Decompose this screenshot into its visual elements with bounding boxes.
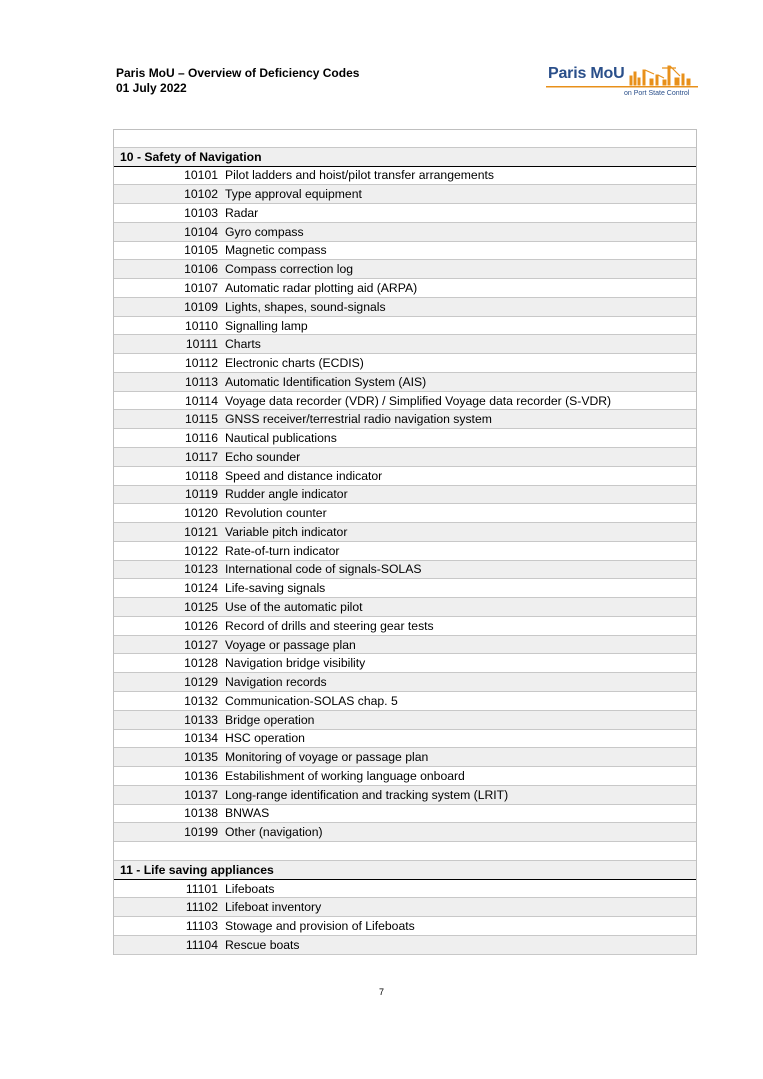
deficiency-code: 10113 <box>185 374 218 389</box>
deficiency-code: 10104 <box>184 224 218 239</box>
table-row <box>114 805 696 824</box>
deficiency-description: Echo sounder <box>225 449 301 464</box>
deficiency-description: Automatic Identification System (AIS) <box>225 374 427 389</box>
table-row <box>114 542 696 561</box>
deficiency-code: 10114 <box>185 393 218 408</box>
deficiency-description: Navigation bridge visibility <box>225 656 366 671</box>
deficiency-description: Rescue boats <box>225 937 300 952</box>
table-row <box>114 636 696 655</box>
table-row <box>114 748 696 767</box>
deficiency-code: 10123 <box>184 562 218 577</box>
deficiency-description: Other (navigation) <box>225 825 323 840</box>
deficiency-description: Voyage or passage plan <box>225 637 356 652</box>
deficiency-description: Communication-SOLAS chap. 5 <box>225 693 398 708</box>
deficiency-code: 10199 <box>184 825 218 840</box>
deficiency-description: Charts <box>225 337 261 352</box>
table-row <box>114 880 696 899</box>
section-header <box>114 861 696 880</box>
deficiency-description: Estabilishment of working language onboard <box>225 768 465 783</box>
table-row <box>114 298 696 317</box>
table-row <box>114 673 696 692</box>
deficiency-code: 11102 <box>185 900 218 915</box>
table-row <box>114 335 696 354</box>
deficiency-description: Nautical publications <box>225 431 337 446</box>
deficiency-description: Radar <box>225 205 259 220</box>
table-row <box>114 823 696 842</box>
deficiency-code: 10110 <box>185 318 218 333</box>
deficiency-description: GNSS receiver/terrestrial radio navigation system <box>225 412 492 427</box>
table-row <box>114 523 696 542</box>
deficiency-description: Monitoring of voyage or passage plan <box>225 750 429 765</box>
table-row <box>114 504 696 523</box>
deficiency-code: 10127 <box>184 637 218 652</box>
deficiency-code: 10109 <box>184 299 218 314</box>
deficiency-description: Lifeboats <box>225 881 275 896</box>
paris-mou-logo <box>546 60 698 102</box>
table-row <box>114 730 696 749</box>
table-row <box>114 617 696 636</box>
deficiency-description: Electronic charts (ECDIS) <box>225 356 364 371</box>
table-row <box>114 223 696 242</box>
deficiency-description: Automatic radar plotting aid (ARPA) <box>225 281 418 295</box>
deficiency-code: 11104 <box>185 937 218 952</box>
table-row <box>114 392 696 411</box>
table-row <box>114 260 696 279</box>
deficiency-code: 10133 <box>184 712 218 727</box>
deficiency-code: 10106 <box>184 262 218 277</box>
deficiency-code: 10118 <box>185 468 218 483</box>
deficiency-code: 10112 <box>185 356 218 371</box>
deficiency-code: 11101 <box>185 881 218 896</box>
table-row <box>114 786 696 805</box>
deficiency-code: 10138 <box>184 806 218 821</box>
deficiency-code: 10101 <box>184 168 218 183</box>
table-row <box>114 448 696 467</box>
deficiency-code: 10122 <box>184 543 218 558</box>
deficiency-code: 10134 <box>184 731 218 746</box>
deficiency-description: Speed and distance indicator <box>225 468 383 483</box>
deficiency-description: Variable pitch indicator <box>225 524 348 539</box>
deficiency-description: Voyage data recorder (VDR) / Simplified Voyage data recorder (S-VDR) <box>225 393 612 408</box>
deficiency-description: BNWAS <box>225 806 270 821</box>
deficiency-code: 10117 <box>185 449 218 464</box>
deficiency-code: 10129 <box>184 675 218 690</box>
deficiency-description: Magnetic compass <box>225 243 327 258</box>
deficiency-description: Gyro compass <box>225 224 304 239</box>
deficiency-code: 10105 <box>184 243 218 258</box>
table-row <box>114 204 696 223</box>
deficiency-description: Long-range identification and tracking system (LRIT) <box>225 787 509 802</box>
deficiency-description: International code of signals-SOLAS <box>225 562 422 577</box>
document-date: 01 July 2022 <box>116 81 187 95</box>
table-row <box>114 654 696 673</box>
deficiency-code: 10102 <box>184 187 218 202</box>
deficiency-description: Stowage and provision of Lifeboats <box>225 919 415 934</box>
deficiency-description: Rudder angle indicator <box>225 487 348 502</box>
deficiency-description: HSC operation <box>225 731 305 746</box>
table-row <box>114 711 696 730</box>
table-spacer-row <box>114 129 696 148</box>
deficiency-code: 10132 <box>184 693 218 708</box>
deficiency-code: 10136 <box>184 768 218 783</box>
document-title: Paris MoU – Overview of Deficiency Codes <box>116 66 360 80</box>
deficiency-code: 10120 <box>184 506 218 521</box>
deficiency-code: 10107 <box>184 281 218 295</box>
deficiency-code: 10124 <box>184 581 218 596</box>
deficiency-code: 10116 <box>185 431 218 446</box>
deficiency-codes-table <box>113 129 697 955</box>
deficiency-description: Rate-of-turn indicator <box>225 543 340 558</box>
deficiency-code: 10126 <box>184 618 218 633</box>
table-row <box>114 486 696 505</box>
table-row <box>114 373 696 392</box>
table-row <box>114 561 696 580</box>
deficiency-code: 10111 <box>185 337 218 352</box>
table-row <box>114 185 696 204</box>
deficiency-description: Lifeboat inventory <box>225 900 322 915</box>
deficiency-code: 10121 <box>184 524 218 539</box>
table-row <box>114 410 696 429</box>
deficiency-description: Life-saving signals <box>225 581 326 596</box>
deficiency-description: Record of drills and steering gear tests <box>225 618 434 633</box>
table-row <box>114 598 696 617</box>
deficiency-code: 11103 <box>185 919 218 934</box>
deficiency-description: Pilot ladders and hoist/pilot transfer arrangements <box>225 168 494 183</box>
page-number: 7 <box>378 987 384 997</box>
table-spacer-row <box>114 842 696 861</box>
deficiency-description: Compass correction log <box>225 262 354 277</box>
table-row <box>114 917 696 936</box>
table-row <box>114 936 696 955</box>
section-title: 10 - Safety of Navigation <box>120 149 262 164</box>
logo-text: Paris MoU <box>548 65 625 82</box>
deficiency-code: 10125 <box>184 600 218 615</box>
deficiency-description: Navigation records <box>225 675 327 690</box>
table-row <box>114 898 696 917</box>
deficiency-code: 10135 <box>184 750 218 765</box>
table-row <box>114 317 696 336</box>
deficiency-description: Bridge operation <box>225 712 315 727</box>
deficiency-code: 10128 <box>184 656 218 671</box>
deficiency-code: 10115 <box>185 412 218 427</box>
deficiency-code: 10119 <box>185 487 218 502</box>
deficiency-description: Use of the automatic pilot <box>225 600 363 615</box>
deficiency-description: Lights, shapes, sound-signals <box>225 299 386 314</box>
table-row <box>114 767 696 786</box>
deficiency-code: 10137 <box>184 787 218 802</box>
table-row <box>114 279 696 298</box>
document-header <box>116 66 359 96</box>
deficiency-code: 10103 <box>184 205 218 220</box>
section-header <box>114 148 696 167</box>
deficiency-description: Signalling lamp <box>225 318 308 333</box>
table-row <box>114 242 696 261</box>
table-row <box>114 467 696 486</box>
logo-subtitle: on Port State Control <box>624 90 690 97</box>
table-row <box>114 692 696 711</box>
table-row <box>114 354 696 373</box>
section-title: 11 - Life saving appliances <box>120 862 274 877</box>
deficiency-description: Type approval equipment <box>225 187 362 202</box>
deficiency-description: Revolution counter <box>225 506 327 521</box>
table-row <box>114 579 696 598</box>
table-row <box>114 429 696 448</box>
table-row <box>114 167 696 186</box>
